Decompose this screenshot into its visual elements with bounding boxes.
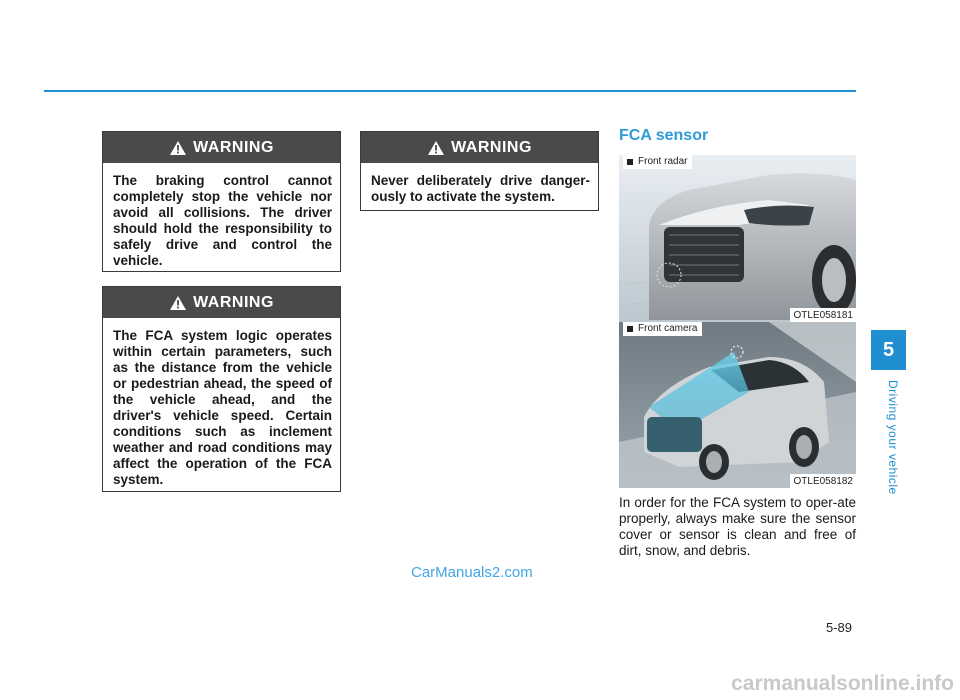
warning-box-braking <box>102 131 341 272</box>
suv-front-radar-illustration <box>619 155 856 322</box>
figure-label-text: Front camera <box>638 323 698 334</box>
figure-label <box>623 322 702 336</box>
watermark-link[interactable]: CarManuals2.com <box>411 564 533 581</box>
warning-heading: WARNING <box>193 138 274 156</box>
figure-label <box>623 155 692 169</box>
bullet-square-icon <box>627 326 633 332</box>
bullet-square-icon <box>627 159 633 165</box>
warning-box-fca-logic <box>102 286 341 492</box>
figure-code: OTLE058181 <box>790 308 857 322</box>
warning-header <box>103 287 340 318</box>
warning-header <box>361 132 598 163</box>
warning-header <box>103 132 340 163</box>
figure-front-radar <box>619 155 856 322</box>
figure-front-camera <box>619 322 856 488</box>
warning-heading: WARNING <box>193 293 274 311</box>
footer-site-watermark: carmanualsonline.info <box>731 672 954 695</box>
warning-triangle-icon <box>169 295 187 311</box>
warning-triangle-icon <box>169 140 187 156</box>
figure-code: OTLE058182 <box>790 474 857 488</box>
warning-text: The FCA system logic operates within certain parameters, such as the distance from the vehicle or pedestrian ahead, the speed of the vehicle ahead, and the driver's vehicle speed. Certain conditions such as inclement weather and road conditions may affect the operation of the FCA system. <box>113 328 332 487</box>
warning-text: Never deliberately drive danger-ously to activate the system. <box>371 173 590 204</box>
suv-front-camera-illustration <box>619 322 856 488</box>
chapter-number-tab: 5 <box>871 330 906 370</box>
section-title: FCA sensor <box>619 127 709 144</box>
header-rule <box>44 90 856 92</box>
warning-text: The braking control cannot completely stop the vehicle nor avoid all collisions. The driver should hold the responsibility to safely drive and control the vehicle. <box>113 173 332 268</box>
sensor-cleaning-paragraph: In order for the FCA system to oper-ate properly, always make sure the sensor cover or sensor is clean and free of dirt, snow, and debris. <box>619 495 856 558</box>
warning-triangle-icon <box>427 140 445 156</box>
page-number: 5-89 <box>826 620 853 635</box>
chapter-name: Driving your vehicle <box>886 380 900 495</box>
figure-label-text: Front radar <box>638 156 688 167</box>
warning-heading: WARNING <box>451 138 532 156</box>
warning-box-deliberate-driving <box>360 131 599 211</box>
